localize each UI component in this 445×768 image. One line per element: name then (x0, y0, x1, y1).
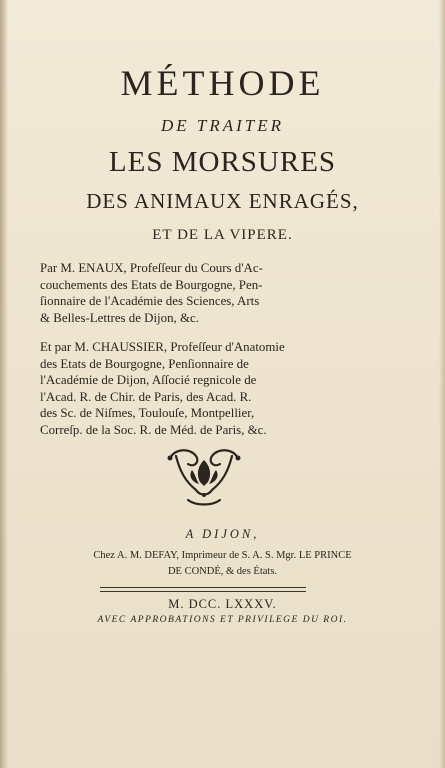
author-line: Et par M. CHAUSSIER, Profeſſeur d'Anatomie (40, 340, 285, 354)
title-de-traiter: DE TRAITER (160, 116, 285, 135)
imprint-printer-line1: Chez A. M. DEFAY, Imprimeur de S. A. S. Mgr. LE PRINCE (93, 550, 352, 561)
author-line: couchements des Etats de Bourgogne, Pen- (40, 277, 263, 292)
title-methode: MÉTHODE (120, 63, 325, 103)
author-line: des Sc. de Niſmes, Toulouſe, Montpellier, (40, 406, 255, 420)
author-line: l'Acad. R. de Chir. de Paris, des Acad. R. (40, 389, 252, 404)
title-vipere: ET DE LA VIPERE. (152, 227, 293, 243)
author-chaussier-paragraph (40, 339, 362, 438)
author-line: ſionnaire de l'Académie des Sciences, Arts (40, 294, 260, 308)
title-les-morsures: LES MORSURES (108, 146, 337, 178)
author-line: Par M. ENAUX, Profeſſeur du Cours d'Ac- (40, 261, 263, 275)
author-line: & Belles-Lettres de Dijon, &c. (40, 310, 199, 325)
author-line: Correſp. de la Soc. R. de Méd. de Paris, &c. (40, 422, 267, 437)
fleuron-ornament-icon (166, 446, 242, 506)
author-line: des Etats de Bourgogne, Penſionnaire de (40, 356, 249, 371)
author-line: l'Académie de Dijon, Aſſocié regnicole de (40, 373, 257, 387)
imprint-privilege: AVEC APPROBATIONS ET PRIVILEGE DU ROI. (97, 615, 348, 625)
author-enaux-paragraph (40, 260, 362, 326)
title-animaux: DES ANIMAUX ENRAGÉS, (86, 189, 359, 213)
imprint-city: A DIJON, (185, 527, 260, 541)
imprint-year: M. DCC. LXXXV. (168, 597, 277, 611)
double-rule-divider (100, 587, 306, 592)
imprint-printer-line2: DE CONDÉ, & des États. (167, 566, 278, 577)
